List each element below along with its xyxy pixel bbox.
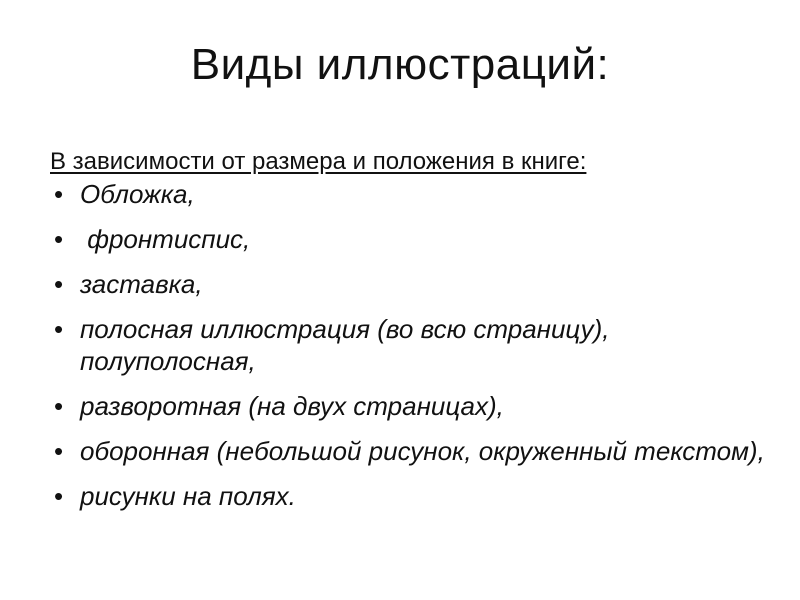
bullet-icon: • [54, 314, 64, 344]
list-item-margin-drawings [50, 480, 770, 512]
list-item-text: оборонная (небольшой рисунок, окруженный текстом), [80, 436, 765, 466]
list-item-wraparound [50, 435, 770, 467]
list-item-full-page [50, 313, 770, 377]
slide-title: Виды иллюстраций: [190, 40, 610, 89]
bullet-icon: • [54, 436, 64, 466]
slide-subtitle: В зависимости от размера и положения в книге: [50, 148, 587, 175]
list-item-text: фронтиспис, [80, 224, 251, 254]
bullet-icon: • [54, 391, 64, 421]
list-item-spread [50, 390, 770, 422]
bullet-icon: • [54, 481, 64, 511]
list-item-headpiece [50, 268, 770, 300]
list-item-text: разворотная (на двух страницах), [80, 391, 504, 421]
bullet-icon: • [54, 224, 64, 254]
list-item-frontispiece [50, 223, 770, 255]
list-item-text: Обложка, [80, 179, 195, 209]
list-item-text: рисунки на полях. [80, 481, 296, 511]
bullet-list [50, 178, 770, 525]
bullet-icon: • [54, 179, 64, 209]
list-item-text: полосная иллюстрация (во всю страницу), полуполосная, [80, 314, 610, 376]
bullet-icon: • [54, 269, 64, 299]
list-item-text: заставка, [80, 269, 203, 299]
list-item-cover [50, 178, 770, 210]
